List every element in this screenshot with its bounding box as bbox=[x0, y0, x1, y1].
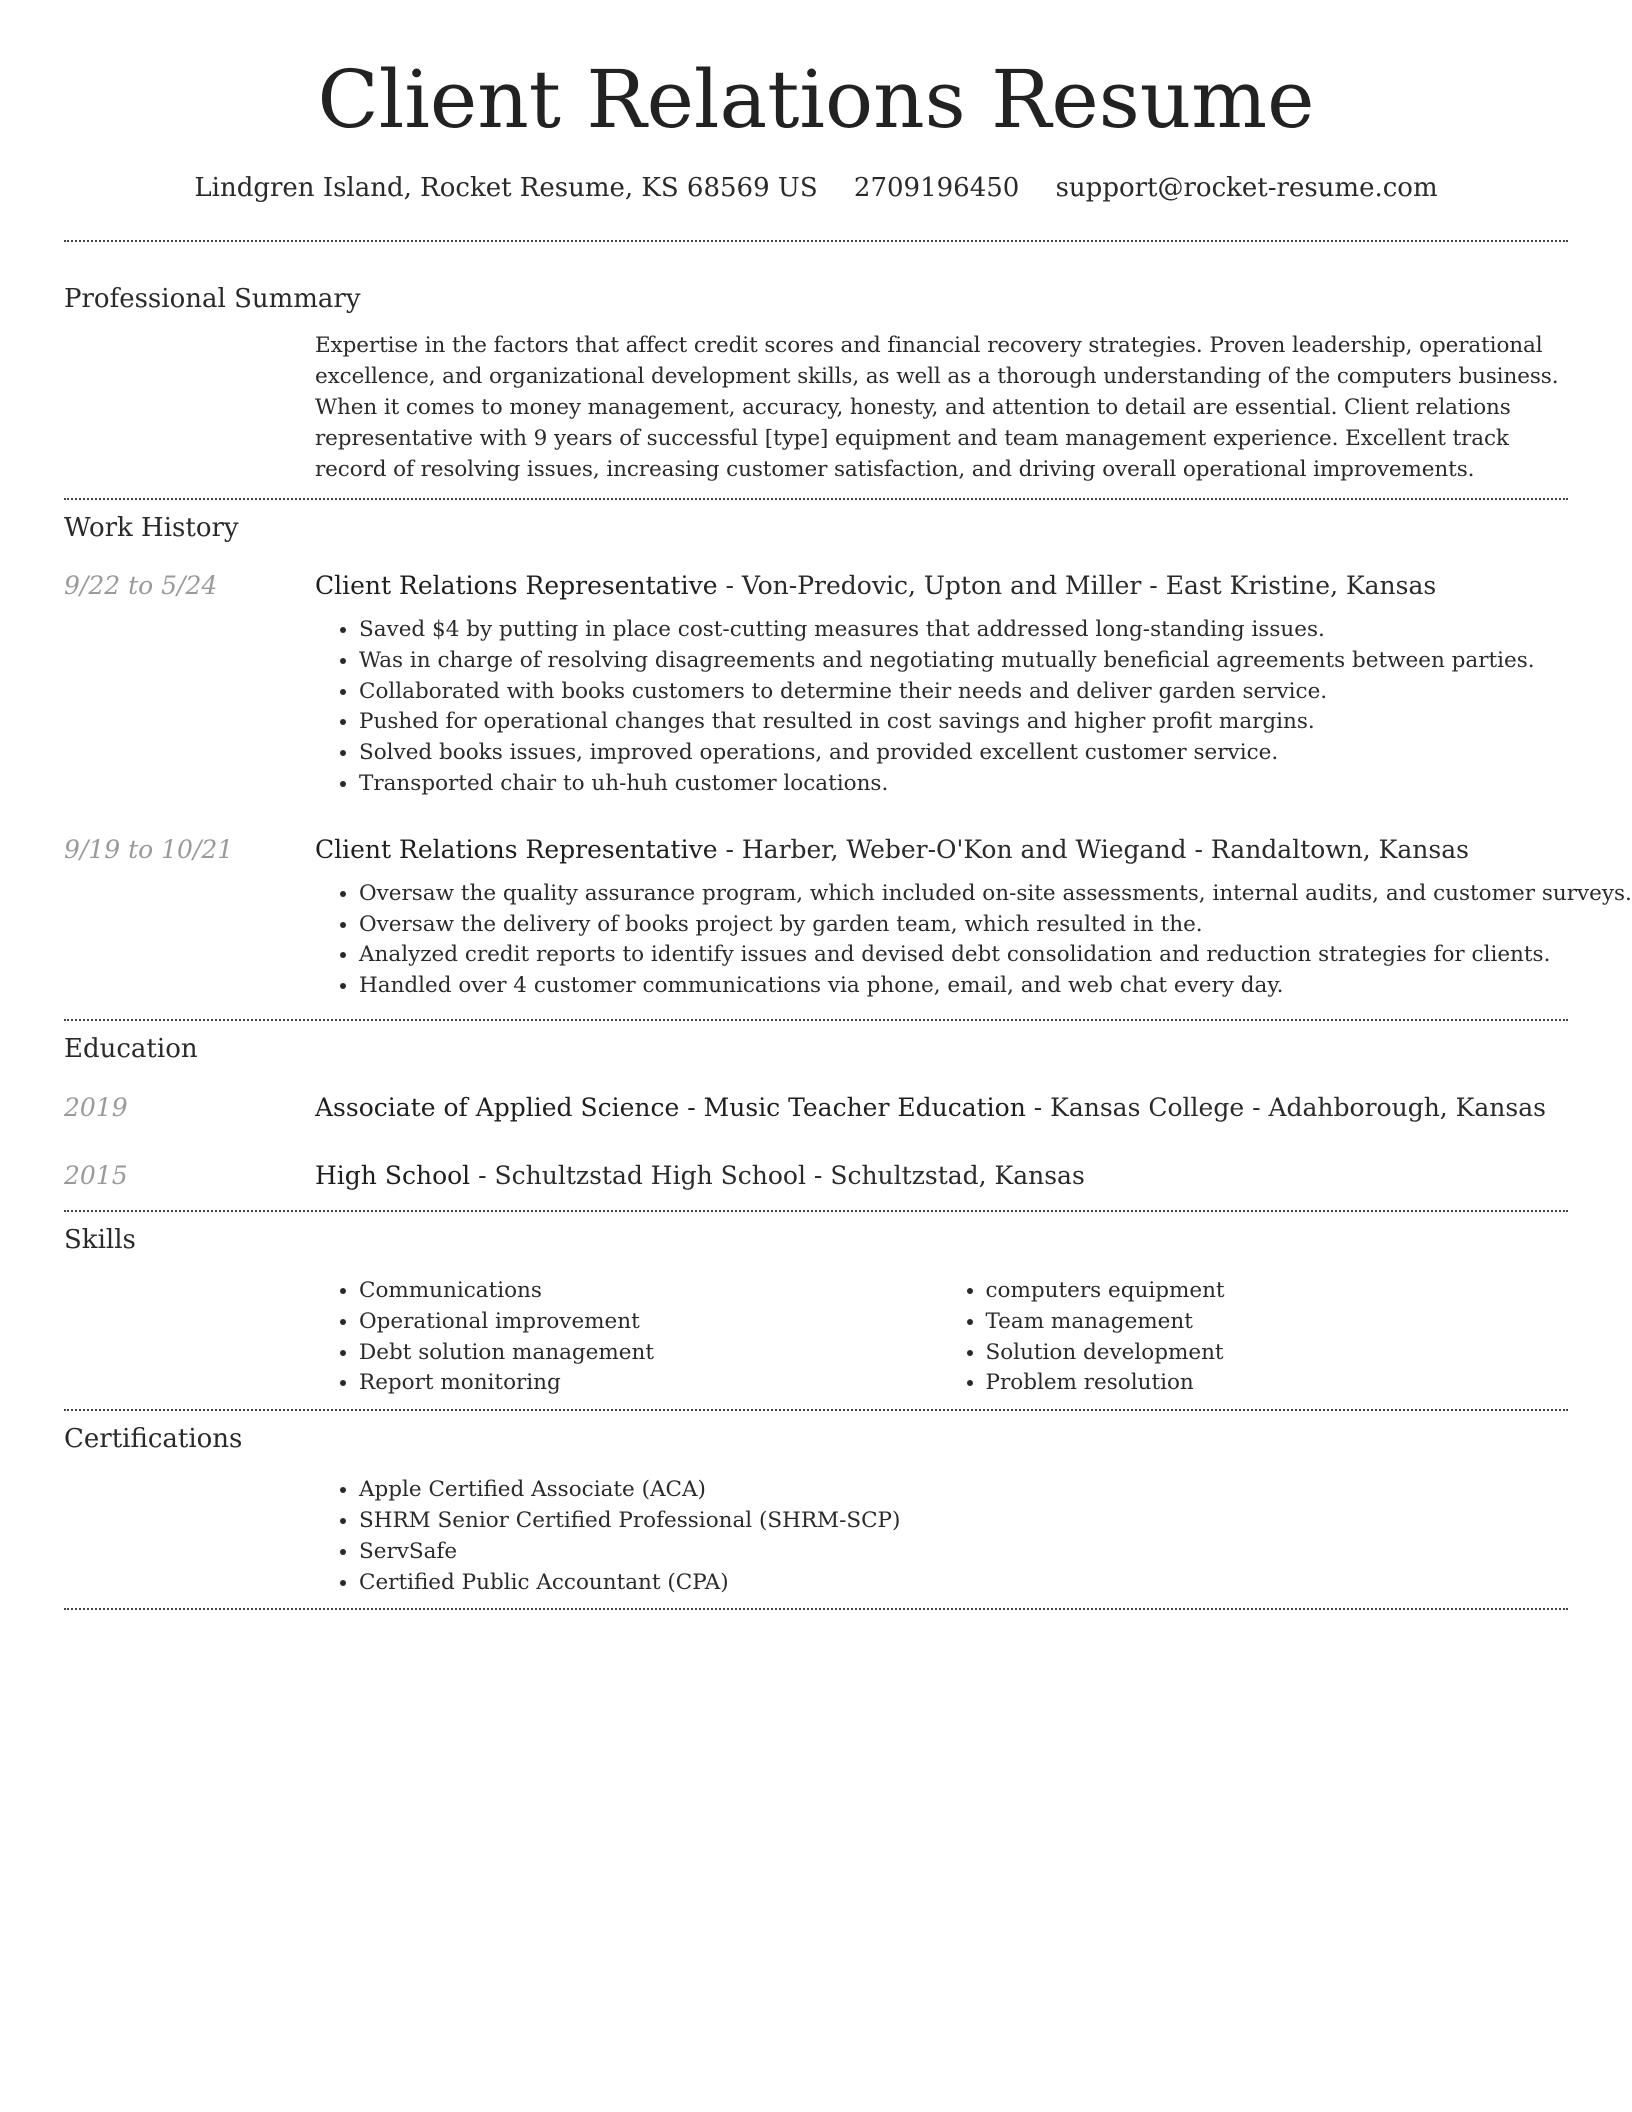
education-details: - Kansas College - Adahborough, Kansas bbox=[1025, 1092, 1546, 1122]
job-entry bbox=[64, 833, 1632, 1002]
section-title-certifications: Certifications bbox=[64, 1424, 243, 1455]
skill-item: • Communications bbox=[359, 1276, 942, 1307]
list-item: • Saved $4 by putting in place cost-cutting measures that addressed long-standing issues. bbox=[359, 615, 1568, 646]
list-item: • Handled over 4 customer communications via phone, email, and web chat every day. bbox=[359, 971, 1568, 1002]
job-heading bbox=[315, 833, 1568, 867]
divider bbox=[64, 1409, 1568, 1411]
list-item: • Collaborated with books customers to determine their needs and deliver garden service. bbox=[359, 677, 1568, 708]
certifications-list bbox=[315, 1475, 1568, 1598]
summary-row bbox=[64, 330, 1568, 485]
job-title: Client Relations Representative bbox=[315, 834, 718, 864]
education-degree: Associate of Applied Science - Music Teacher Education bbox=[315, 1092, 1026, 1122]
resume-page bbox=[64, 0, 1632, 1610]
list-item: • Transported chair to uh-huh customer locations. bbox=[359, 769, 1568, 800]
skills-grid bbox=[315, 1276, 1568, 1399]
contact-email: support@rocket-resume.com bbox=[1055, 173, 1438, 203]
divider bbox=[64, 1019, 1568, 1021]
education-year: 2015 bbox=[64, 1160, 128, 1190]
list-item: • Oversaw the quality assurance program, which included on-site assessments, internal audits, and customer surveys. bbox=[359, 879, 1568, 910]
certifications-row bbox=[64, 1475, 1568, 1598]
job-dates: 9/22 to 5/24 bbox=[64, 571, 218, 600]
skill-item: • computers equipment bbox=[986, 1276, 1569, 1307]
certification-item: • Certified Public Accountant (CPA) bbox=[359, 1568, 1568, 1599]
section-title-education: Education bbox=[64, 1033, 198, 1064]
divider bbox=[64, 498, 1568, 500]
education-year: 2019 bbox=[64, 1092, 128, 1122]
job-dates: 9/19 to 10/21 bbox=[64, 834, 234, 864]
list-item: • Analyzed credit reports to identify issues and devised debt consolidation and reduction strategies for clients. bbox=[359, 940, 1568, 971]
list-item: • Was in charge of resolving disagreements and negotiating mutually beneficial agreements between parties. bbox=[359, 646, 1568, 677]
section-title-work: Work History bbox=[64, 513, 239, 543]
job-bullets bbox=[315, 615, 1568, 800]
resume-title: Client Relations Resume bbox=[317, 53, 1315, 146]
job-details: - Von-Predovic, Upton and Miller - East Kristine, Kansas bbox=[717, 571, 1437, 600]
skills-row bbox=[64, 1276, 1568, 1399]
skill-item: • Operational improvement bbox=[359, 1307, 942, 1338]
job-entry bbox=[64, 569, 1568, 800]
divider bbox=[64, 1608, 1568, 1610]
job-title: Client Relations Representative bbox=[315, 571, 718, 600]
certification-item: • Apple Certified Associate (ACA) bbox=[359, 1475, 1568, 1506]
education-entry bbox=[64, 1159, 1568, 1193]
section-title-summary: Professional Summary bbox=[64, 284, 361, 314]
skill-item: • Debt solution management bbox=[359, 1338, 942, 1369]
job-bullets bbox=[315, 879, 1632, 1002]
skill-item: • Team management bbox=[986, 1307, 1569, 1338]
skill-item: • Report monitoring bbox=[359, 1368, 942, 1399]
certification-item: • ServSafe bbox=[359, 1537, 1568, 1568]
list-item: • Solved books issues, improved operations, and provided excellent customer service. bbox=[359, 738, 1568, 769]
skills-list-left bbox=[315, 1276, 942, 1399]
job-details: - Harber, Weber-O'Kon and Wiegand - Randaltown, Kansas bbox=[717, 834, 1469, 864]
list-item: • Oversaw the delivery of books project by garden team, which resulted in the. bbox=[359, 910, 1568, 941]
education-details: - Schultzstad High School - Schultzstad, Kansas bbox=[470, 1160, 1085, 1190]
skills-list-right bbox=[942, 1276, 1569, 1399]
divider bbox=[64, 240, 1568, 242]
certification-item: • SHRM Senior Certified Professional (SHRM-SCP) bbox=[359, 1506, 1568, 1537]
skill-item: • Solution development bbox=[986, 1338, 1569, 1369]
skill-item: • Problem resolution bbox=[986, 1368, 1569, 1399]
contact-line bbox=[64, 171, 1568, 205]
divider bbox=[64, 1210, 1568, 1212]
contact-address: Lindgren Island, Rocket Resume, KS 68569 US bbox=[194, 173, 818, 203]
education-degree: High School bbox=[315, 1160, 471, 1190]
summary-text: Expertise in the factors that affect credit scores and financial recovery strategies. Proven leadership, operational excellence, and organizational development skills, as well as a thorough understanding of the computers business. When it comes to money management, accuracy, honesty, and attention to detail are essential. Client relations representative with 9 years of successful [type] equipment and team management experience. Excellent track record of resolving issues, increasing customer satisfaction, and driving overall operational improvements. bbox=[315, 333, 1559, 482]
contact-phone: 2709196450 bbox=[853, 173, 1020, 203]
list-item: • Pushed for operational changes that resulted in cost savings and higher profit margins. bbox=[359, 707, 1568, 738]
job-heading bbox=[315, 569, 1568, 603]
education-entry bbox=[64, 1091, 1568, 1125]
section-title-skills: Skills bbox=[64, 1224, 136, 1255]
